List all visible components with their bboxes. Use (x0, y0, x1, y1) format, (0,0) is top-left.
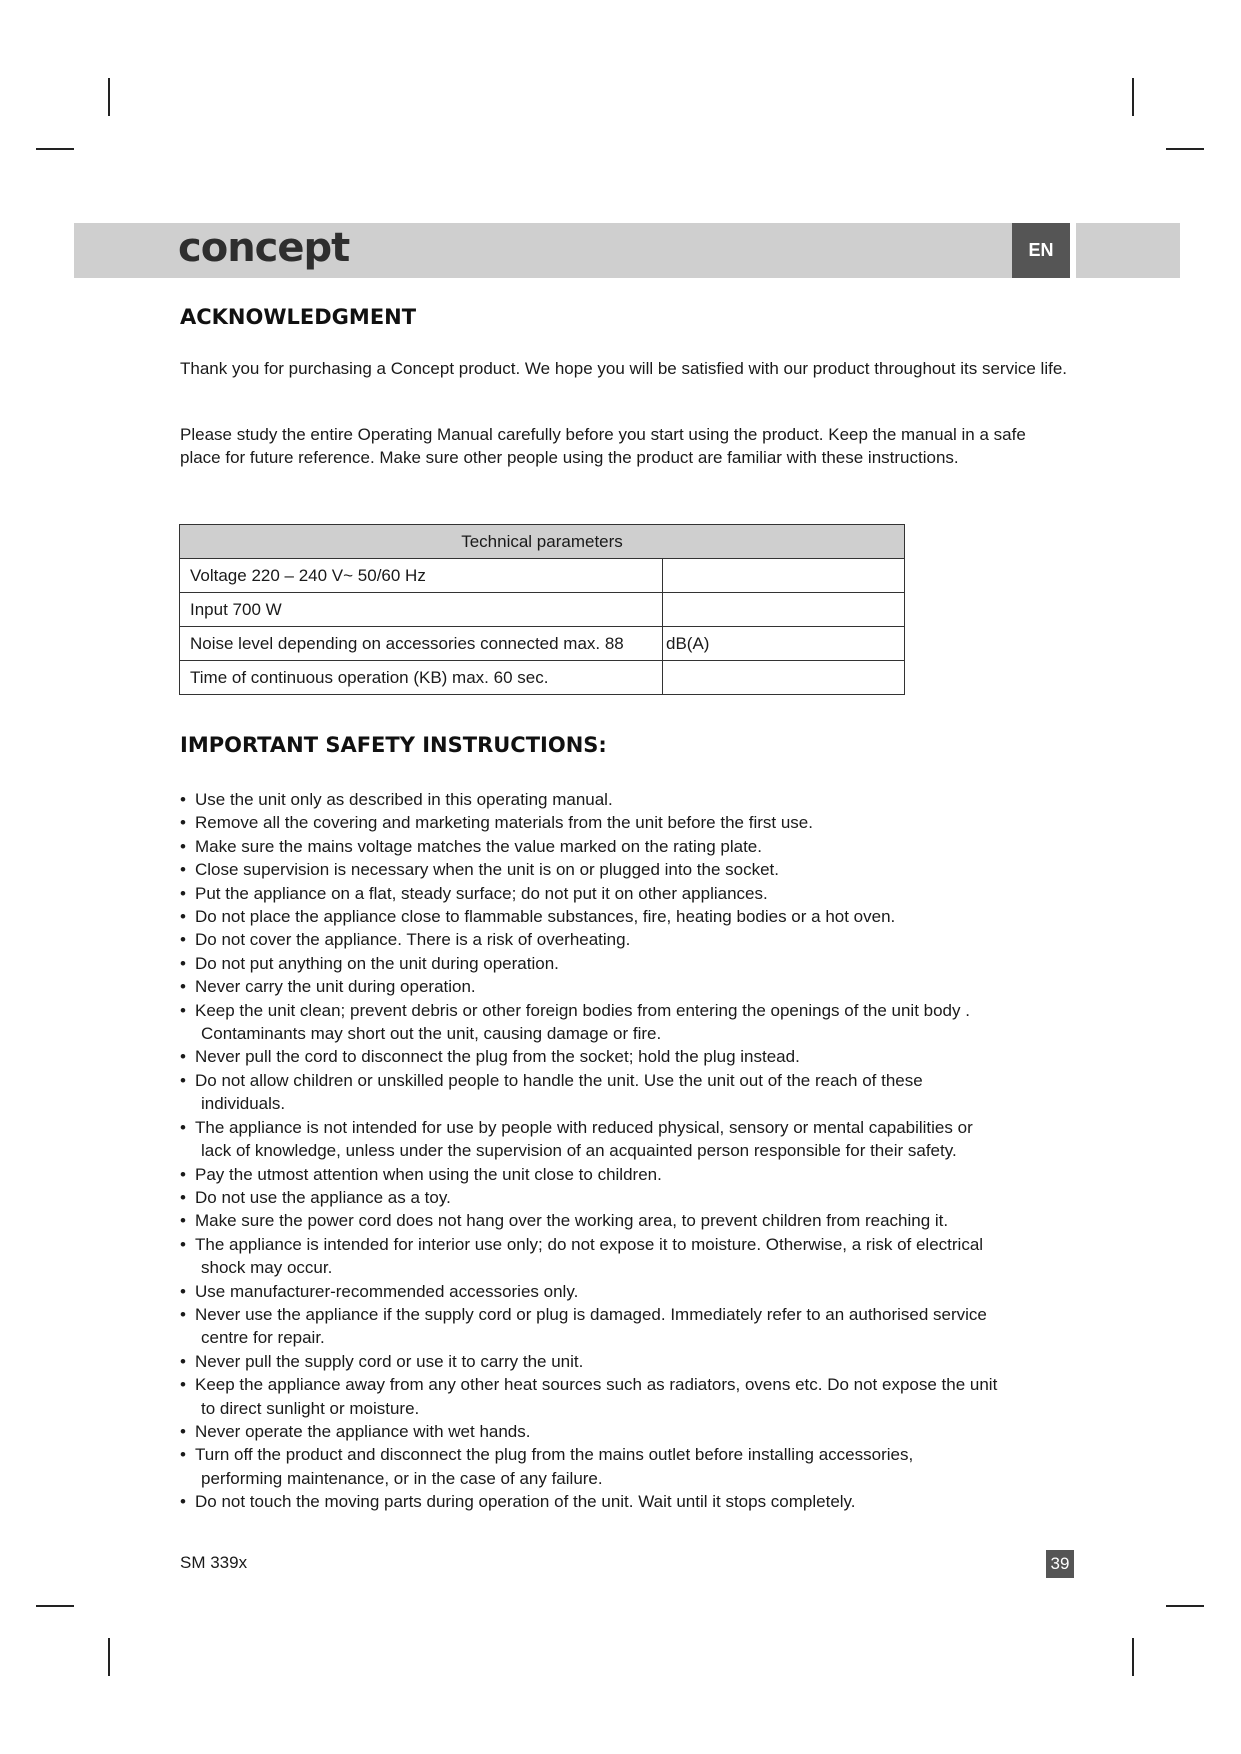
acknowledgment-title: ACKNOWLEDGMENT (180, 305, 417, 329)
list-item-text: • Never operate the appliance with wet hands. (195, 1421, 531, 1441)
list-item-text: • Do not place the appliance close to flammable substances, fire, heating bodies or a hot oven. (195, 907, 896, 927)
safety-instructions-list (180, 788, 1080, 1514)
model-number: SM 339x (180, 1553, 248, 1572)
acknowledgment-paragraph-1: Thank you for purchasing a Concept product. We hope you will be satisfied with our product throughout its service life. (180, 359, 1067, 378)
crop-mark-top-left-h (36, 148, 74, 150)
list-item-text: • Turn off the product and disconnect the plug from the mains outlet before installing accessories, (195, 1445, 914, 1465)
table-cell (663, 559, 905, 593)
list-item (180, 1443, 1080, 1490)
list-item-text: • Do not put anything on the unit during operation. (195, 953, 559, 973)
crop-mark-bottom-left-v (108, 1638, 110, 1676)
list-item (180, 882, 1080, 905)
list-item-text: • Make sure the mains voltage matches the value marked on the rating plate. (195, 836, 762, 856)
list-item-text: • Never use the appliance if the supply cord or plug is damaged. Immediately refer to an authorised service (195, 1304, 987, 1324)
list-item (180, 1490, 1080, 1513)
crop-mark-top-left-v (108, 78, 110, 116)
list-item (180, 1163, 1080, 1186)
table-row (180, 559, 905, 593)
list-item-continuation: lack of knowledge, unless under the supervision of an acquainted person responsible for their safety. (201, 1141, 957, 1161)
list-item (180, 1303, 1080, 1350)
list-item-text: • Make sure the power cord does not hang over the working area, to prevent children from reaching it. (195, 1211, 949, 1231)
list-item-text: • Do not use the appliance as a toy. (195, 1187, 451, 1207)
safety-title: IMPORTANT SAFETY INSTRUCTIONS: (180, 733, 607, 757)
table-cell (663, 661, 905, 695)
list-item (180, 1045, 1080, 1068)
list-item-text: • Pay the utmost attention when using the unit close to children. (195, 1164, 662, 1184)
list-item-text: • Use manufacturer-recommended accessories only. (195, 1281, 579, 1301)
page-number: 39 (1046, 1550, 1074, 1578)
table-row (180, 593, 905, 627)
table-header: Technical parameters (180, 525, 905, 559)
header-divider (1070, 223, 1076, 278)
list-item (180, 1420, 1080, 1443)
list-item (180, 811, 1080, 834)
list-item (180, 975, 1080, 998)
list-item (180, 835, 1080, 858)
list-item (180, 928, 1080, 951)
table-cell: dB(A) (663, 627, 905, 661)
list-item (180, 1233, 1080, 1280)
crop-mark-top-right-h (1166, 148, 1204, 150)
list-item-text: • Do not touch the moving parts during operation of the unit. Wait until it stops completely. (195, 1492, 856, 1512)
list-item-text: • Use the unit only as described in this operating manual. (195, 790, 613, 809)
list-item-text: • The appliance is intended for interior use only; do not expose it to moisture. Otherwise, a risk of electrical (195, 1234, 984, 1254)
list-item-continuation: performing maintenance, or in the case of any failure. (201, 1468, 603, 1488)
table-row (180, 661, 905, 695)
table-cell: Voltage 220 – 240 V~ 50/60 Hz (180, 559, 663, 593)
crop-mark-top-right-v (1132, 78, 1134, 116)
table-row (180, 627, 905, 661)
list-item (180, 999, 1080, 1046)
list-item-continuation: to direct sunlight or moisture. (201, 1398, 420, 1418)
crop-mark-bottom-right-h (1166, 1605, 1204, 1607)
crop-mark-bottom-right-v (1132, 1638, 1134, 1676)
list-item-continuation: individuals. (201, 1094, 286, 1114)
table-cell: Noise level depending on accessories connected max. 88 (180, 627, 663, 661)
list-item-text: • Never carry the unit during operation. (195, 977, 476, 997)
list-item-continuation: centre for repair. (201, 1328, 325, 1348)
crop-mark-bottom-left-h (36, 1605, 74, 1607)
table-cell (663, 593, 905, 627)
list-item-continuation: Contaminants may short out the unit, causing damage or fire. (201, 1024, 662, 1044)
list-item-text: • Put the appliance on a flat, steady surface; do not put it on other appliances. (195, 883, 768, 903)
list-item-text: • Never pull the supply cord or use it to carry the unit. (195, 1351, 584, 1371)
table-cell: Time of continuous operation (KB) max. 60 sec. (180, 661, 663, 695)
brand-logo: concept (178, 225, 350, 271)
language-badge: EN (1012, 223, 1070, 278)
list-item-text: • Do not allow children or unskilled people to handle the unit. Use the unit out of the reach of these (195, 1070, 923, 1090)
technical-parameters-table (179, 524, 905, 695)
list-item-text: • Remove all the covering and marketing materials from the unit before the first use. (195, 813, 813, 833)
list-item (180, 1116, 1080, 1163)
list-item (180, 1069, 1080, 1116)
list-item (180, 905, 1080, 928)
list-item (180, 1280, 1080, 1303)
list-item-continuation: shock may occur. (201, 1258, 333, 1278)
list-item (180, 788, 1080, 811)
list-item (180, 1186, 1080, 1209)
list-item (180, 1350, 1080, 1373)
list-item (180, 858, 1080, 881)
list-item-text: • Never pull the cord to disconnect the plug from the socket; hold the plug instead. (195, 1047, 800, 1067)
list-item-text: • Do not cover the appliance. There is a risk of overheating. (195, 930, 631, 950)
list-item (180, 952, 1080, 975)
list-item-text: • The appliance is not intended for use by people with reduced physical, sensory or mental capabilities or (195, 1117, 973, 1137)
table-cell: Input 700 W (180, 593, 663, 627)
acknowledgment-paragraph-2: Please study the entire Operating Manual carefully before you start using the product. Keep the manual in a safe place for future reference. Make sure other people using the product are familiar with these instructions. (180, 425, 1026, 467)
list-item-text: • Keep the appliance away from any other heat sources such as radiators, ovens etc. Do not expose the unit (195, 1375, 998, 1395)
list-item (180, 1209, 1080, 1232)
list-item-text: • Close supervision is necessary when the unit is on or plugged into the socket. (195, 860, 779, 880)
list-item (180, 1373, 1080, 1420)
list-item-text: • Keep the unit clean; prevent debris or other foreign bodies from entering the openings of the unit body . (195, 1000, 970, 1020)
